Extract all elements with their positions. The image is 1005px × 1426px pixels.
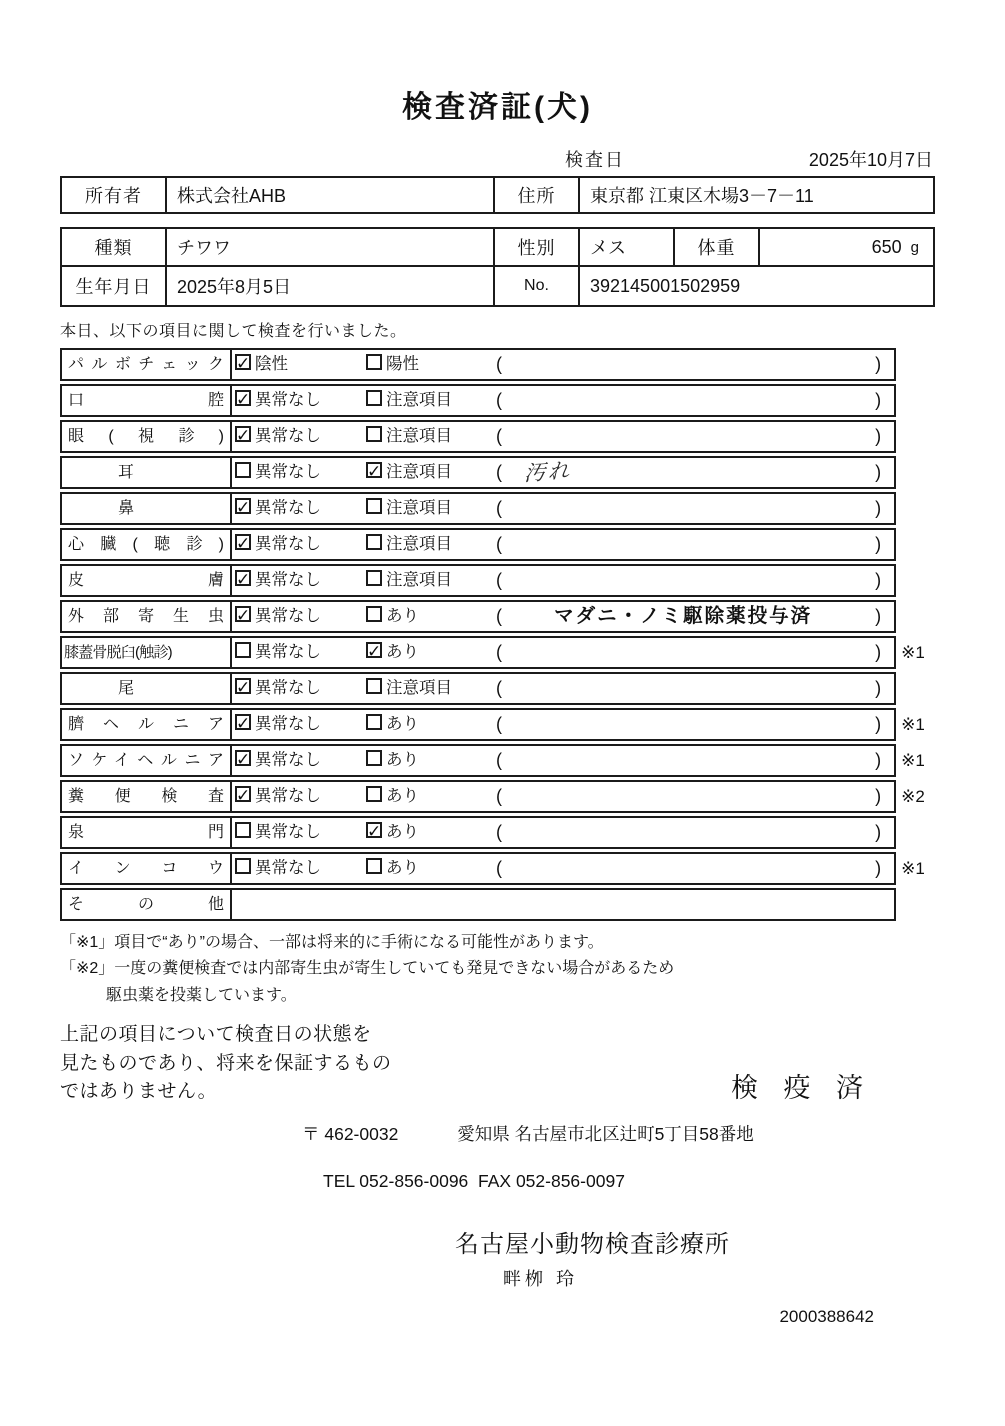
item-label: 膝蓋骨脱臼(触診) <box>62 638 232 667</box>
inspection-row-box <box>60 348 896 381</box>
footnote-2: 「※2」一度の糞便検査では内部寄生虫が寄生していても発見できない場合があるため <box>60 960 675 978</box>
checkbox-unchecked[interactable] <box>235 822 251 838</box>
footnote-mark: ※1 <box>901 750 925 770</box>
option[interactable] <box>235 854 321 883</box>
item-label: 外部寄生虫 <box>62 602 232 631</box>
option-label: 異常なし <box>255 607 321 625</box>
weight-number: 650 <box>871 236 902 257</box>
item-options <box>232 818 894 847</box>
owner-address: 東京都 江東区木場3－7－11 <box>590 186 814 206</box>
inspection-row <box>60 564 935 597</box>
item-label: 泉門 <box>62 818 232 847</box>
checkbox-unchecked[interactable] <box>366 750 382 766</box>
option[interactable] <box>366 386 452 415</box>
disclaimer-section <box>60 1021 935 1107</box>
birth-value: 2025年8月5日 <box>167 267 495 305</box>
inspection-row <box>60 744 935 777</box>
clinic-tel-fax: TEL 052-856-0096 FAX 052-856-0097 <box>323 1170 625 1191</box>
checkbox-checked[interactable] <box>235 570 251 586</box>
item-options <box>232 386 894 415</box>
option-label: 注意項目 <box>386 679 452 697</box>
checkbox-unchecked[interactable] <box>366 606 382 622</box>
open-paren: ( <box>496 534 502 554</box>
inspection-row-box <box>60 456 896 489</box>
inspection-row-box <box>60 672 896 705</box>
close-paren: ) <box>875 858 882 878</box>
inspection-row <box>60 852 935 885</box>
checkbox-unchecked[interactable] <box>235 642 251 658</box>
clinic-name: 名古屋小動物検査診療所 <box>455 1230 730 1258</box>
inspection-table <box>60 348 935 921</box>
open-paren: ( <box>496 606 502 626</box>
footnote-1: 「※1」項目で“あり”の場合、一部は将来的に手術になる可能性があります。 <box>60 934 604 951</box>
inspection-row <box>60 888 935 921</box>
open-paren: ( <box>496 678 502 698</box>
certificate-page <box>60 0 935 1327</box>
option-label: あり <box>386 643 419 661</box>
item-options <box>232 890 894 919</box>
close-paren: ) <box>875 786 882 806</box>
checkbox-checked[interactable] <box>235 354 251 370</box>
remark-text: マダニ・ノミ駆除薬投与済 <box>554 605 813 627</box>
item-label: 心臓(聴診) <box>62 530 232 559</box>
item-label: 耳 <box>62 458 232 487</box>
serial-number: 2000388642 <box>779 1306 874 1326</box>
inspection-row-box <box>60 420 896 453</box>
option[interactable] <box>235 746 321 775</box>
inspection-row-box <box>60 564 896 597</box>
checkbox-checked[interactable] <box>235 498 251 514</box>
weight-unit: g <box>910 238 919 256</box>
open-paren: ( <box>496 498 502 518</box>
disclaimer-line-3: ではありません。 <box>60 1081 218 1103</box>
weight-value <box>760 229 933 265</box>
open-paren: ( <box>496 642 502 662</box>
item-label: 糞便検査 <box>62 782 232 811</box>
option-label: 異常なし <box>255 751 321 769</box>
item-label: 皮膚 <box>62 566 232 595</box>
inspection-row <box>60 492 935 525</box>
option[interactable] <box>366 710 419 739</box>
option-label: 異常なし <box>255 643 321 661</box>
close-paren: ) <box>875 498 882 518</box>
close-paren: ) <box>875 606 882 626</box>
inspection-row <box>60 816 935 849</box>
item-label: 臍ヘルニア <box>62 710 232 739</box>
inspection-row <box>60 528 935 561</box>
no-value: 392145001502959 <box>590 275 741 296</box>
breed-label: 種類 <box>62 229 167 265</box>
footnotes <box>60 930 935 1009</box>
item-options <box>232 638 894 667</box>
open-paren: ( <box>496 714 502 734</box>
inspection-date-label: 検査日 <box>565 150 625 170</box>
checkbox-unchecked[interactable] <box>366 714 382 730</box>
option-label: 異常なし <box>255 427 321 445</box>
option[interactable] <box>366 458 452 487</box>
checkbox-unchecked[interactable] <box>366 570 382 586</box>
option-label: 注意項目 <box>386 499 452 517</box>
close-paren: ) <box>875 570 882 590</box>
close-paren: ) <box>875 714 882 734</box>
checkbox-unchecked[interactable] <box>366 858 382 874</box>
open-paren: ( <box>496 750 502 770</box>
option[interactable] <box>366 782 419 811</box>
option[interactable] <box>235 638 321 667</box>
option-label: 異常なし <box>255 859 321 877</box>
birth-label: 生年月日 <box>62 267 167 305</box>
pet-row-2 <box>62 267 933 305</box>
owner-name: 株式会社AHB <box>167 178 495 212</box>
close-paren: ) <box>875 642 882 662</box>
option-label: あり <box>386 823 419 841</box>
checkbox-checked[interactable] <box>235 786 251 802</box>
checkbox-checked[interactable] <box>235 714 251 730</box>
clinic-address: 愛知県 名古屋市北区辻町5丁目58番地 <box>457 1123 754 1144</box>
vet-name: 畔栁 玲 <box>503 1268 579 1289</box>
option[interactable] <box>366 818 419 847</box>
close-paren: ) <box>875 750 882 770</box>
item-options <box>232 350 894 379</box>
item-options <box>232 710 894 739</box>
inspection-row <box>60 780 935 813</box>
inspection-row <box>60 420 935 453</box>
inspection-row-box <box>60 888 896 921</box>
item-label: 眼(視診) <box>62 422 232 451</box>
checkbox-unchecked[interactable] <box>366 534 382 550</box>
inspection-row <box>60 636 935 669</box>
option-label: 注意項目 <box>386 391 452 409</box>
clinic-address-line <box>60 1121 935 1146</box>
open-paren: ( <box>496 786 502 806</box>
option-label: 異常なし <box>255 499 321 517</box>
option-label: あり <box>386 787 419 805</box>
weight-label: 体重 <box>675 229 760 265</box>
checkbox-checked[interactable] <box>235 390 251 406</box>
checkbox-checked[interactable] <box>235 750 251 766</box>
inspection-row-box <box>60 636 896 669</box>
open-paren: ( <box>496 354 502 374</box>
quarantine-stamp: 検 疫 済 <box>730 1072 872 1103</box>
intro-text: 本日、以下の項目に関して検査を行いました。 <box>60 323 407 340</box>
close-paren: ) <box>875 534 882 554</box>
clinic-postal-code: 〒 462-0032 <box>302 1123 399 1144</box>
pet-row-1 <box>62 229 933 267</box>
option[interactable] <box>366 530 452 559</box>
checkbox-checked[interactable] <box>235 678 251 694</box>
item-options <box>232 530 894 559</box>
option-label: 異常なし <box>255 787 321 805</box>
option[interactable] <box>235 458 321 487</box>
option[interactable] <box>366 674 452 703</box>
option-label: あり <box>386 859 419 877</box>
option[interactable] <box>235 674 321 703</box>
checkbox-unchecked[interactable] <box>366 426 382 442</box>
option-label: 異常なし <box>255 679 321 697</box>
inspection-row-box <box>60 852 896 885</box>
option[interactable] <box>366 350 419 379</box>
item-options <box>232 566 894 595</box>
breed-value: チワワ <box>167 229 495 265</box>
option-label: 異常なし <box>255 715 321 733</box>
inspection-row-box <box>60 528 896 561</box>
footnote-mark: ※1 <box>901 642 925 662</box>
option[interactable] <box>366 566 452 595</box>
owner-label: 所有者 <box>62 178 167 212</box>
option[interactable] <box>235 494 321 523</box>
remark-text: 汚れ <box>523 459 573 486</box>
checkbox-unchecked[interactable] <box>366 390 382 406</box>
close-paren: ) <box>875 678 882 698</box>
item-options <box>232 494 894 523</box>
option-label: あり <box>386 751 419 769</box>
option[interactable] <box>235 782 321 811</box>
option[interactable] <box>366 638 419 667</box>
inspection-date-value: 2025年10月7日 <box>808 150 933 170</box>
page-title: 検査済証(犬) <box>402 91 593 124</box>
item-label: 尾 <box>62 674 232 703</box>
item-label: その他 <box>62 890 232 919</box>
inspection-date-line <box>60 142 935 174</box>
item-label: インコウ <box>62 854 232 883</box>
sex-value: メス <box>580 229 675 265</box>
checkbox-checked[interactable] <box>366 642 382 658</box>
owner-table <box>60 176 935 214</box>
open-paren: ( <box>496 426 502 446</box>
disclaimer-line-1: 上記の項目について検査日の状態を <box>60 1024 372 1046</box>
checkbox-unchecked[interactable] <box>366 786 382 802</box>
item-label: ソケイヘルニア <box>62 746 232 775</box>
checkbox-unchecked[interactable] <box>366 678 382 694</box>
option[interactable] <box>235 818 321 847</box>
item-label: パルボチェック <box>62 350 232 379</box>
option-label: 異常なし <box>255 463 321 481</box>
checkbox-unchecked[interactable] <box>235 462 251 478</box>
option-label: 注意項目 <box>386 427 452 445</box>
close-paren: ) <box>875 354 882 374</box>
inspection-row <box>60 672 935 705</box>
checkbox-checked[interactable] <box>235 606 251 622</box>
option-label: 陰性 <box>255 355 288 373</box>
option[interactable] <box>235 566 321 595</box>
option[interactable] <box>235 350 288 379</box>
inspection-row-box <box>60 780 896 813</box>
open-paren: ( <box>496 570 502 590</box>
owner-address-label: 住所 <box>495 178 580 212</box>
inspection-row-box <box>60 384 896 417</box>
checkbox-unchecked[interactable] <box>366 354 382 370</box>
footnote-mark: ※2 <box>901 786 925 806</box>
checkbox-checked[interactable] <box>235 426 251 442</box>
footnote-2-continued: 駆虫薬を投薬しています。 <box>106 986 297 1004</box>
inspection-row-box <box>60 492 896 525</box>
option-label: あり <box>386 607 419 625</box>
footnote-mark: ※1 <box>901 858 925 878</box>
item-options <box>232 674 894 703</box>
open-paren: ( <box>496 822 502 842</box>
inspection-row-box <box>60 708 896 741</box>
close-paren: ) <box>875 462 882 482</box>
option[interactable] <box>235 422 321 451</box>
inspection-row-box <box>60 744 896 777</box>
option-label: 異常なし <box>255 571 321 589</box>
item-options <box>232 422 894 451</box>
option-label: 異常なし <box>255 823 321 841</box>
close-paren: ) <box>875 390 882 410</box>
no-label: No. <box>495 267 580 305</box>
disclaimer-line-2: 見たものであり、将来を保証するもの <box>60 1052 392 1074</box>
open-paren: ( <box>496 462 502 482</box>
item-options <box>232 458 894 487</box>
item-label: 鼻 <box>62 494 232 523</box>
option[interactable] <box>235 386 321 415</box>
inspection-row <box>60 384 935 417</box>
item-label: 口腔 <box>62 386 232 415</box>
option-label: 注意項目 <box>386 571 452 589</box>
close-paren: ) <box>875 822 882 842</box>
sex-label: 性別 <box>495 229 580 265</box>
open-paren: ( <box>496 858 502 878</box>
item-options <box>232 602 894 631</box>
option-label: 注意項目 <box>386 463 452 481</box>
option-label: あり <box>386 715 419 733</box>
option-label: 陽性 <box>386 355 419 373</box>
checkbox-unchecked[interactable] <box>235 858 251 874</box>
pet-table <box>60 227 935 307</box>
checkbox-checked[interactable] <box>366 822 382 838</box>
option[interactable] <box>366 602 419 631</box>
checkbox-checked[interactable] <box>366 462 382 478</box>
inspection-row <box>60 708 935 741</box>
footnote-mark: ※1 <box>901 714 925 734</box>
inspection-row <box>60 600 935 633</box>
option-label: 異常なし <box>255 535 321 553</box>
option[interactable] <box>235 710 321 739</box>
option[interactable] <box>235 530 321 559</box>
disclaimer-text <box>60 1021 731 1107</box>
item-options <box>232 854 894 883</box>
open-paren: ( <box>496 390 502 410</box>
option-label: 注意項目 <box>386 535 452 553</box>
option[interactable] <box>235 602 321 631</box>
option[interactable] <box>366 494 452 523</box>
inspection-row <box>60 456 935 489</box>
option[interactable] <box>366 746 419 775</box>
option[interactable] <box>366 854 419 883</box>
checkbox-unchecked[interactable] <box>366 498 382 514</box>
inspection-row-box <box>60 600 896 633</box>
item-options <box>232 746 894 775</box>
option[interactable] <box>366 422 452 451</box>
checkbox-checked[interactable] <box>235 534 251 550</box>
item-options <box>232 782 894 811</box>
close-paren: ) <box>875 426 882 446</box>
inspection-row-box <box>60 816 896 849</box>
option-label: 異常なし <box>255 391 321 409</box>
inspection-row <box>60 348 935 381</box>
